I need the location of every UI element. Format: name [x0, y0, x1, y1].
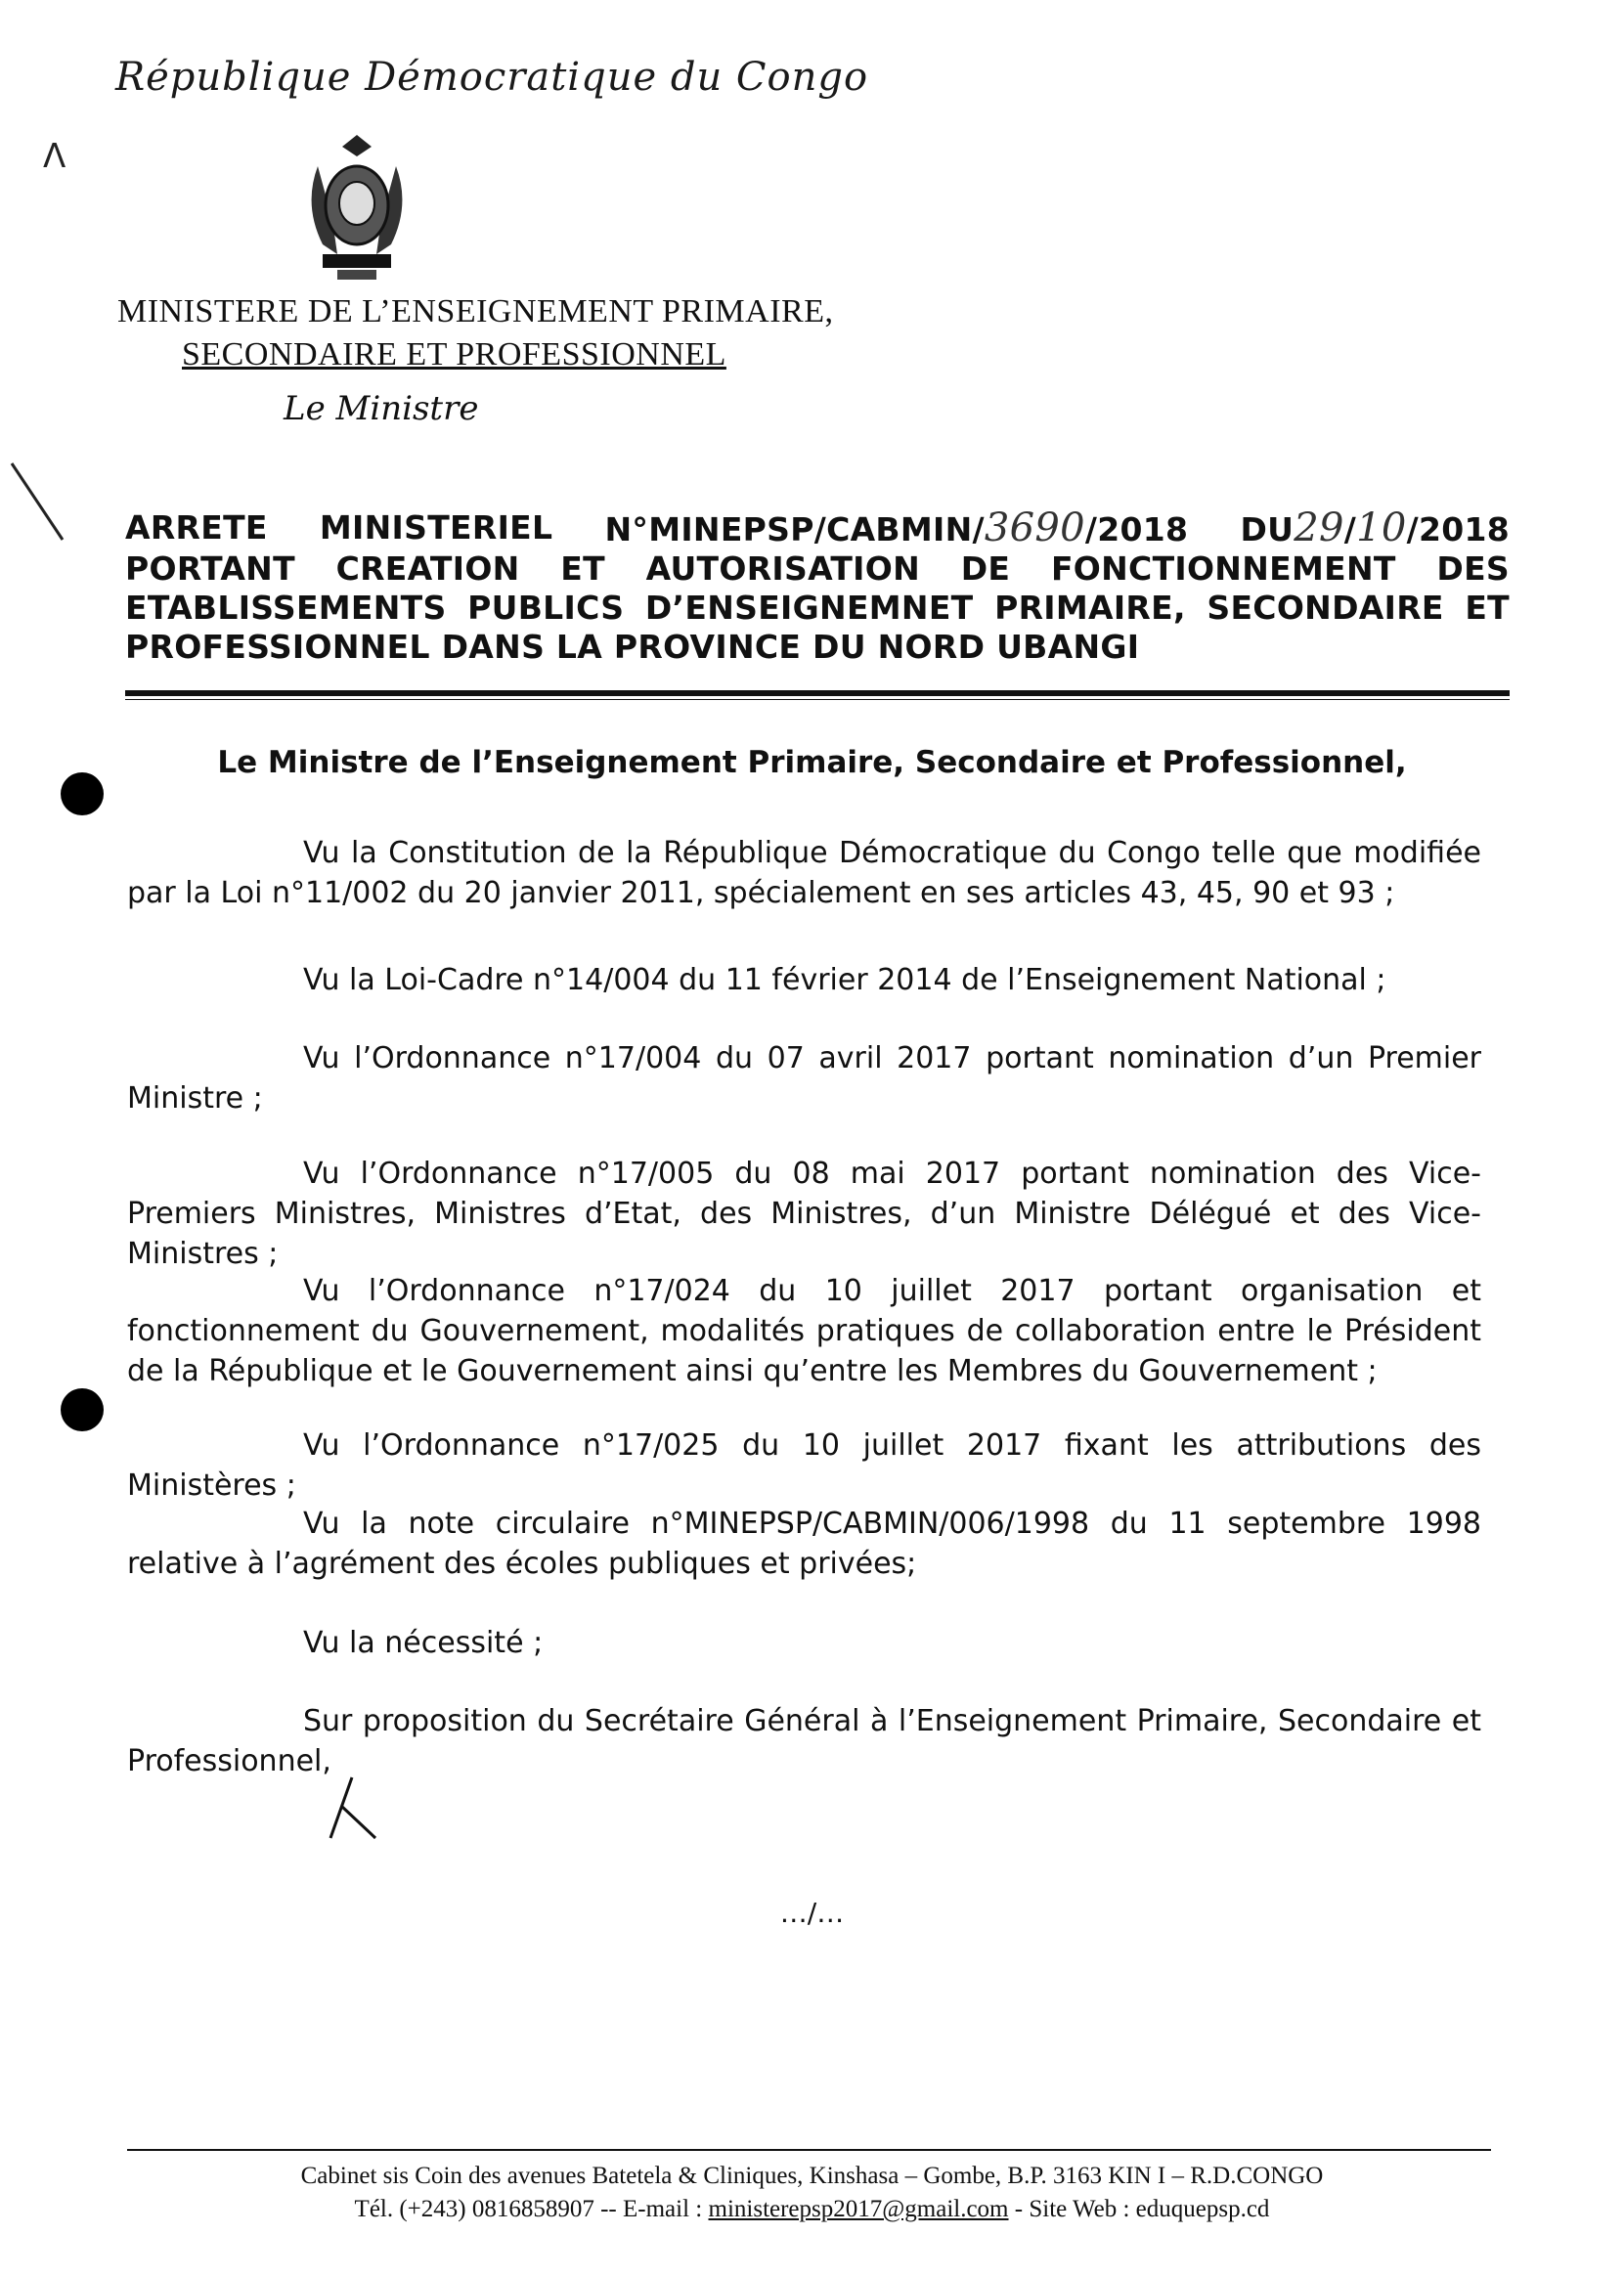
title-word: SECONDAIRE — [1207, 589, 1444, 627]
title-word: FONCTIONNEMENT — [1050, 549, 1396, 588]
title-divider-thin — [125, 699, 1510, 700]
handwritten-number: 3690 — [984, 505, 1085, 550]
considerant-ordonnance-attributions: Vu l’Ordonnance n°17/025 du 10 juillet 2017 fixant les attributions des Ministères ; — [127, 1428, 1481, 1503]
proposition-secretaire-general: Sur proposition du Secrétaire Général à l’Enseignement Primaire, Secondaire et Professionnel, — [127, 1704, 1481, 1778]
footer-address: Cabinet sis Coin des avenues Batetela & Cliniques, Kinshasa – Gombe, B.P. 3163 KIN I – R.D.CONGO — [300, 2163, 1324, 2189]
title-word: ETABLISSEMENTS — [125, 589, 447, 627]
title-word: DE — [960, 549, 1011, 588]
title-line-3 — [125, 589, 1510, 628]
title-divider — [125, 690, 1510, 696]
decree-title — [125, 505, 1510, 667]
coat-of-arms-icon — [293, 127, 420, 288]
considerant-necessite: Vu la nécessité ; — [303, 1626, 544, 1660]
handwritten-mark: ᐱ — [43, 137, 66, 176]
title-word: CREATION — [335, 549, 520, 588]
title-line-1 — [125, 505, 1510, 550]
footer-divider — [127, 2149, 1491, 2151]
considerant-ordonnance-premier-ministre: Vu l’Ordonnance n°17/004 du 07 avril 2017 portant nomination d’un Premier Ministre ; — [127, 1041, 1481, 1116]
considerant-loi-cadre: Vu la Loi-Cadre n°14/004 du 11 février 2014 de l’Enseignement National ; — [303, 963, 1386, 997]
title-word: ARRETE — [125, 508, 268, 547]
considerant-ordonnance-vice-premiers: Vu l’Ordonnance n°17/005 du 08 mai 2017 portant nomination des Vice-Premiers Ministres, Ministres d’Etat, des Ministres, d’un Ministre Délégué et des Vice-Ministres ; — [127, 1157, 1481, 1271]
title-word: D’ENSEIGNEMNET — [644, 589, 974, 627]
title-word: PUBLICS — [467, 589, 625, 627]
initials-mark — [323, 1768, 381, 1846]
page-continuation: …/… — [779, 1897, 845, 1929]
considerant-ordonnance-gouvernement: Vu l’Ordonnance n°17/024 du 10 juillet 2017 portant organisation et fonctionnement du Gouvernement, modalités pratiques de collaboration entre le Président de la République et le Gouvernement ainsi qu’entre les Membres du Gouvernement ; — [127, 1274, 1481, 1388]
minister-heading: Le Ministre de l’Enseignement Primaire, Secondaire et Professionnel, — [217, 745, 1407, 780]
handwritten-day: 29 — [1294, 505, 1344, 550]
decree-number: N°MINEPSP/CABMIN/3690/2018 — [604, 505, 1189, 550]
punch-hole-mark — [61, 772, 104, 815]
considerant-constitution: Vu la Constitution de la République Démocratique du Congo telle que modifiée par la Loi n°11/002 du 20 janvier 2011, spécialement en ses articles 43, 45, 90 et 93 ; — [127, 836, 1481, 910]
title-word: PRIMAIRE, — [994, 589, 1186, 627]
title-word: ET — [1465, 589, 1510, 627]
title-line-2 — [125, 549, 1510, 589]
title-word: MINISTERIEL — [319, 508, 553, 547]
footer-contact: Tél. (+243) 0816858907 -- E-mail : ministerepsp2017@gmail.com - Site Web : eduquepsp.cd — [354, 2196, 1270, 2222]
title-word: AUTORISATION — [645, 549, 921, 588]
republic-header: République Démocratique du Congo — [115, 55, 869, 100]
punch-hole-mark — [61, 1388, 104, 1431]
title-word: DES — [1436, 549, 1510, 588]
ministry-name-line2: SECONDAIRE ET PROFESSIONNEL — [182, 336, 726, 372]
handwritten-month: 10 — [1356, 505, 1407, 550]
le-ministre-label: Le Ministre — [284, 389, 479, 428]
pen-stroke-mark — [4, 458, 72, 546]
title-line-4: PROFESSIONNEL DANS LA PROVINCE DU NORD UBANGI — [125, 628, 1140, 666]
title-word: PORTANT — [125, 549, 295, 588]
ministry-name-line1: MINISTERE DE L’ENSEIGNEMENT PRIMAIRE, — [117, 293, 834, 329]
title-word: ET — [560, 549, 605, 588]
decree-date: DU29/10/2018 — [1240, 505, 1510, 550]
considerant-note-circulaire: Vu la note circulaire n°MINEPSP/CABMIN/006/1998 du 11 septembre 1998 relative à l’agrément des écoles publiques et privées; — [127, 1507, 1481, 1581]
footer-email: ministerepsp2017@gmail.com — [708, 2196, 1009, 2222]
